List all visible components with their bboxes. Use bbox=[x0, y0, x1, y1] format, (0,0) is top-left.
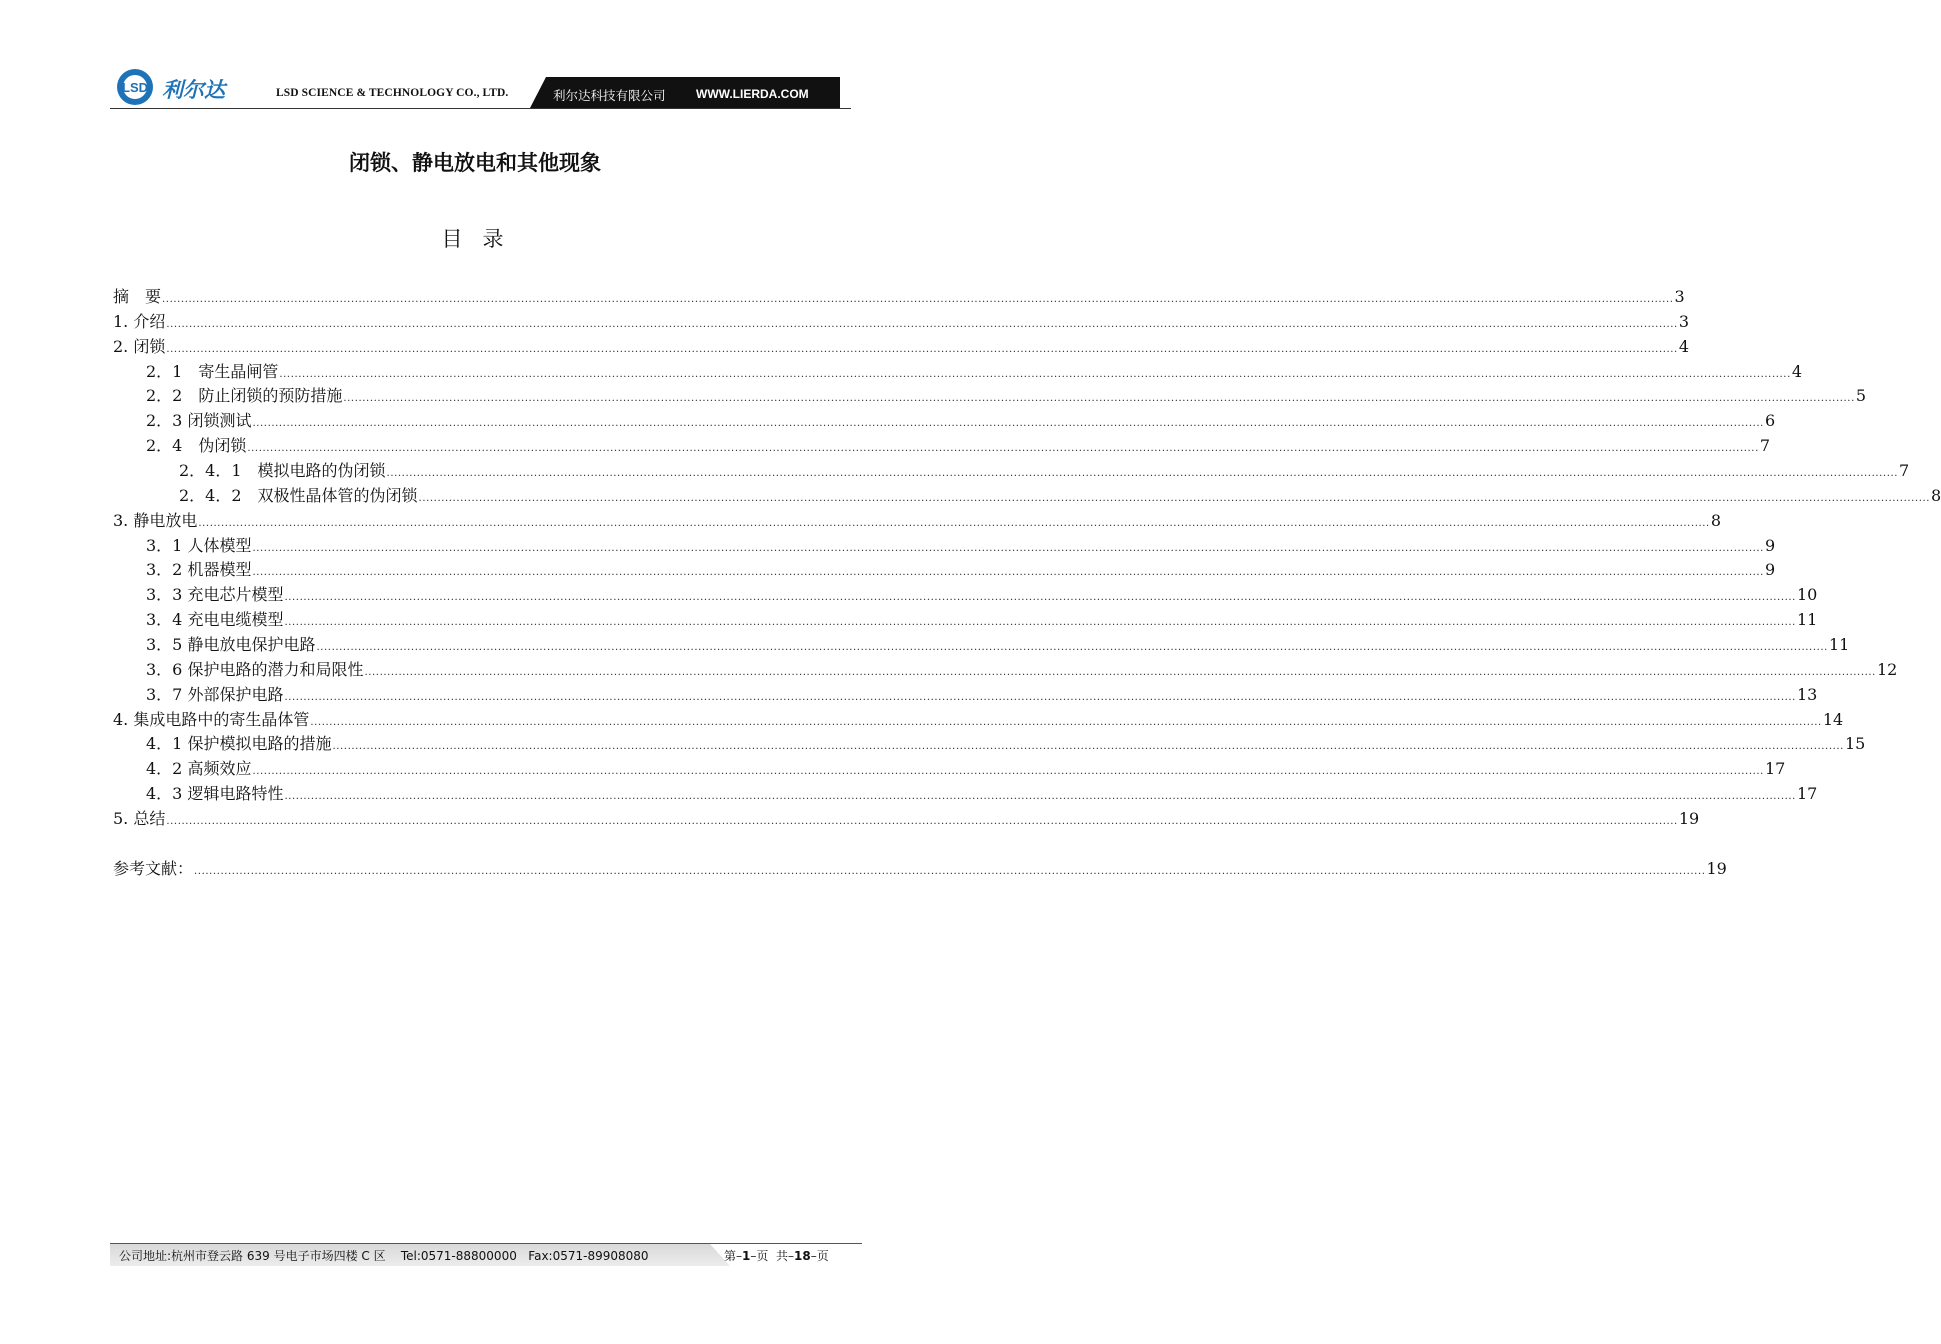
page-prefix: 第– bbox=[724, 1249, 743, 1263]
toc-page: 15 bbox=[1844, 734, 1866, 753]
footer-page-number bbox=[724, 1247, 829, 1264]
footer-address: 公司地址:杭州市登云路 639 号电子市场四楼 C 区 Tel:0571-88800000 Fax:0571-89908080 bbox=[119, 1249, 649, 1263]
toc-label: 3．1 人体模型 bbox=[146, 536, 252, 555]
toc-leader: ................................................................................................................................................................................................................................................................................................................................................................................................................ bbox=[166, 344, 1678, 355]
toc-page: 19 bbox=[1706, 859, 1727, 878]
toc-leader: ................................................................................................................................................................................................................................................................................................................................................................................................................ bbox=[194, 866, 1706, 877]
toc-label: 2．2 防止闭锁的预防措施 bbox=[146, 386, 343, 405]
page-header bbox=[0, 0, 950, 115]
toc-entry[interactable] bbox=[146, 559, 1776, 581]
toc-leader: ................................................................................................................................................................................................................................................................................................................................................................................................................ bbox=[162, 294, 1674, 305]
toc-leader: ................................................................................................................................................................................................................................................................................................................................................................................................................ bbox=[310, 717, 1822, 728]
toc-label: 2．3 闭锁测试 bbox=[146, 411, 252, 430]
toc-entry[interactable] bbox=[146, 758, 1786, 780]
toc-leader: ................................................................................................................................................................................................................................................................................................................................................................................................................ bbox=[343, 393, 1855, 404]
toc-leader: ................................................................................................................................................................................................................................................................................................................................................................................................................ bbox=[284, 592, 1796, 603]
toc-leader: ................................................................................................................................................................................................................................................................................................................................................................................................................ bbox=[284, 617, 1796, 628]
page-total: 18 bbox=[794, 1249, 811, 1263]
toc-label: 3．7 外部保护电路 bbox=[146, 685, 284, 704]
toc-entry[interactable] bbox=[179, 460, 1910, 482]
toc-leader: ................................................................................................................................................................................................................................................................................................................................................................................................................ bbox=[284, 791, 1796, 802]
toc-label: 5. 总结 bbox=[113, 809, 166, 828]
toc-leader: ................................................................................................................................................................................................................................................................................................................................................................................................................ bbox=[166, 319, 1678, 330]
toc-label: 3．3 充电芯片模型 bbox=[146, 585, 284, 604]
toc-page: 13 bbox=[1796, 685, 1818, 704]
toc-page: 7 bbox=[1899, 461, 1910, 480]
toc-entry[interactable] bbox=[113, 311, 1690, 333]
toc-entry[interactable] bbox=[146, 361, 1803, 383]
toc-label: 4. 集成电路中的寄生晶体管 bbox=[113, 710, 310, 729]
toc-entry[interactable] bbox=[146, 659, 1898, 681]
toc-label: 4．3 逻辑电路特性 bbox=[146, 784, 284, 803]
toc-entry[interactable] bbox=[146, 684, 1818, 706]
toc-label: 4．2 高频效应 bbox=[146, 759, 252, 778]
toc-page: 6 bbox=[1764, 411, 1776, 430]
lierda-logo bbox=[115, 66, 250, 108]
toc-label: 3．4 充电电缆模型 bbox=[146, 610, 284, 629]
toc-label: 3．6 保护电路的潜力和局限性 bbox=[146, 660, 364, 679]
toc-entry[interactable] bbox=[113, 808, 1700, 830]
page-middle: –页 共– bbox=[750, 1249, 795, 1263]
toc-page: 9 bbox=[1764, 536, 1776, 555]
toc-page: 19 bbox=[1678, 809, 1700, 828]
toc-leader: ................................................................................................................................................................................................................................................................................................................................................................................................................ bbox=[252, 766, 1764, 777]
toc-page: 8 bbox=[1710, 511, 1722, 530]
document-title: 闭锁、静电放电和其他现象 bbox=[349, 151, 601, 175]
toc-page: 10 bbox=[1796, 585, 1818, 604]
toc-entry[interactable] bbox=[146, 609, 1818, 631]
toc-label: 2．4．2 双极性晶体管的伪闭锁 bbox=[179, 486, 418, 505]
toc-page: 17 bbox=[1796, 784, 1818, 803]
toc-label: 2. 闭锁 bbox=[113, 337, 166, 356]
toc-label: 摘 要 bbox=[113, 287, 162, 306]
toc-label: 1. 介绍 bbox=[113, 312, 166, 331]
toc-label: 2．4．1 模拟电路的伪闭锁 bbox=[179, 461, 386, 480]
toc-page: 8 bbox=[1931, 486, 1941, 505]
logo-text: 利尔达 bbox=[162, 78, 225, 102]
toc-label: 3. 静电放电 bbox=[113, 511, 198, 530]
toc-page: 17 bbox=[1764, 759, 1786, 778]
toc-leader: ................................................................................................................................................................................................................................................................................................................................................................................................................ bbox=[418, 493, 1931, 504]
toc-leader: ................................................................................................................................................................................................................................................................................................................................................................................................................ bbox=[252, 567, 1764, 578]
toc-page: 12 bbox=[1876, 660, 1898, 679]
page-suffix: –页 bbox=[810, 1249, 829, 1263]
toc-heading: 目录 bbox=[441, 227, 524, 251]
toc-label: 3．5 静电放电保护电路 bbox=[146, 635, 316, 654]
toc-label: 参考文献： bbox=[113, 859, 194, 878]
website-link[interactable]: WWW.LIERDA.COM bbox=[696, 87, 809, 101]
toc-page: 7 bbox=[1759, 436, 1771, 455]
toc-entry[interactable] bbox=[113, 510, 1722, 532]
page-current: 1 bbox=[742, 1249, 751, 1263]
toc-entry[interactable] bbox=[146, 410, 1776, 432]
toc-entry[interactable] bbox=[179, 485, 1941, 507]
toc-label: 2．1 寄生晶闸管 bbox=[146, 362, 279, 381]
toc-leader: ................................................................................................................................................................................................................................................................................................................................................................................................................ bbox=[252, 418, 1764, 429]
toc-leader: ................................................................................................................................................................................................................................................................................................................................................................................................................ bbox=[247, 443, 1759, 454]
toc-entry[interactable] bbox=[146, 634, 1850, 656]
toc-page: 11 bbox=[1828, 635, 1850, 654]
toc-page: 11 bbox=[1796, 610, 1818, 629]
toc-leader: ................................................................................................................................................................................................................................................................................................................................................................................................................ bbox=[198, 518, 1710, 529]
toc-page: 14 bbox=[1822, 710, 1844, 729]
toc-page: 3 bbox=[1674, 287, 1685, 306]
toc-entry[interactable] bbox=[146, 733, 1866, 755]
toc-leader: ................................................................................................................................................................................................................................................................................................................................................................................................................ bbox=[364, 667, 1876, 678]
company-name-en: LSD SCIENCE & TECHNOLOGY CO., LTD. bbox=[276, 87, 509, 99]
company-name-cn: 利尔达科技有限公司 bbox=[553, 88, 666, 103]
toc-label: 3．2 机器模型 bbox=[146, 560, 252, 579]
toc-entry[interactable] bbox=[113, 286, 1685, 308]
toc-leader: ................................................................................................................................................................................................................................................................................................................................................................................................................ bbox=[316, 642, 1828, 653]
toc-entry[interactable] bbox=[113, 336, 1690, 358]
toc-page: 9 bbox=[1764, 560, 1776, 579]
toc-label: 4．1 保护模拟电路的措施 bbox=[146, 734, 332, 753]
toc-entry[interactable] bbox=[146, 385, 1867, 407]
toc-page: 4 bbox=[1791, 362, 1803, 381]
toc-label: 2．4 伪闭锁 bbox=[146, 436, 247, 455]
toc-page: 4 bbox=[1678, 337, 1690, 356]
toc-page: 5 bbox=[1855, 386, 1867, 405]
toc-leader: ................................................................................................................................................................................................................................................................................................................................................................................................................ bbox=[386, 468, 1899, 479]
toc-entry[interactable] bbox=[146, 783, 1818, 805]
toc-entry[interactable] bbox=[146, 435, 1771, 457]
toc-leader: ................................................................................................................................................................................................................................................................................................................................................................................................................ bbox=[332, 741, 1844, 752]
header-rule bbox=[110, 108, 851, 109]
toc-entry[interactable] bbox=[146, 535, 1776, 557]
toc-entry[interactable] bbox=[113, 709, 1844, 731]
toc-leader: ................................................................................................................................................................................................................................................................................................................................................................................................................ bbox=[252, 543, 1764, 554]
toc-entry[interactable] bbox=[113, 858, 1727, 880]
toc-leader: ................................................................................................................................................................................................................................................................................................................................................................................................................ bbox=[166, 816, 1678, 827]
logo-letters: LSD bbox=[122, 80, 148, 95]
toc-leader: ................................................................................................................................................................................................................................................................................................................................................................................................................ bbox=[279, 369, 1791, 380]
toc-entry[interactable] bbox=[146, 584, 1818, 606]
toc-leader: ................................................................................................................................................................................................................................................................................................................................................................................................................ bbox=[284, 692, 1796, 703]
toc-page: 3 bbox=[1678, 312, 1690, 331]
